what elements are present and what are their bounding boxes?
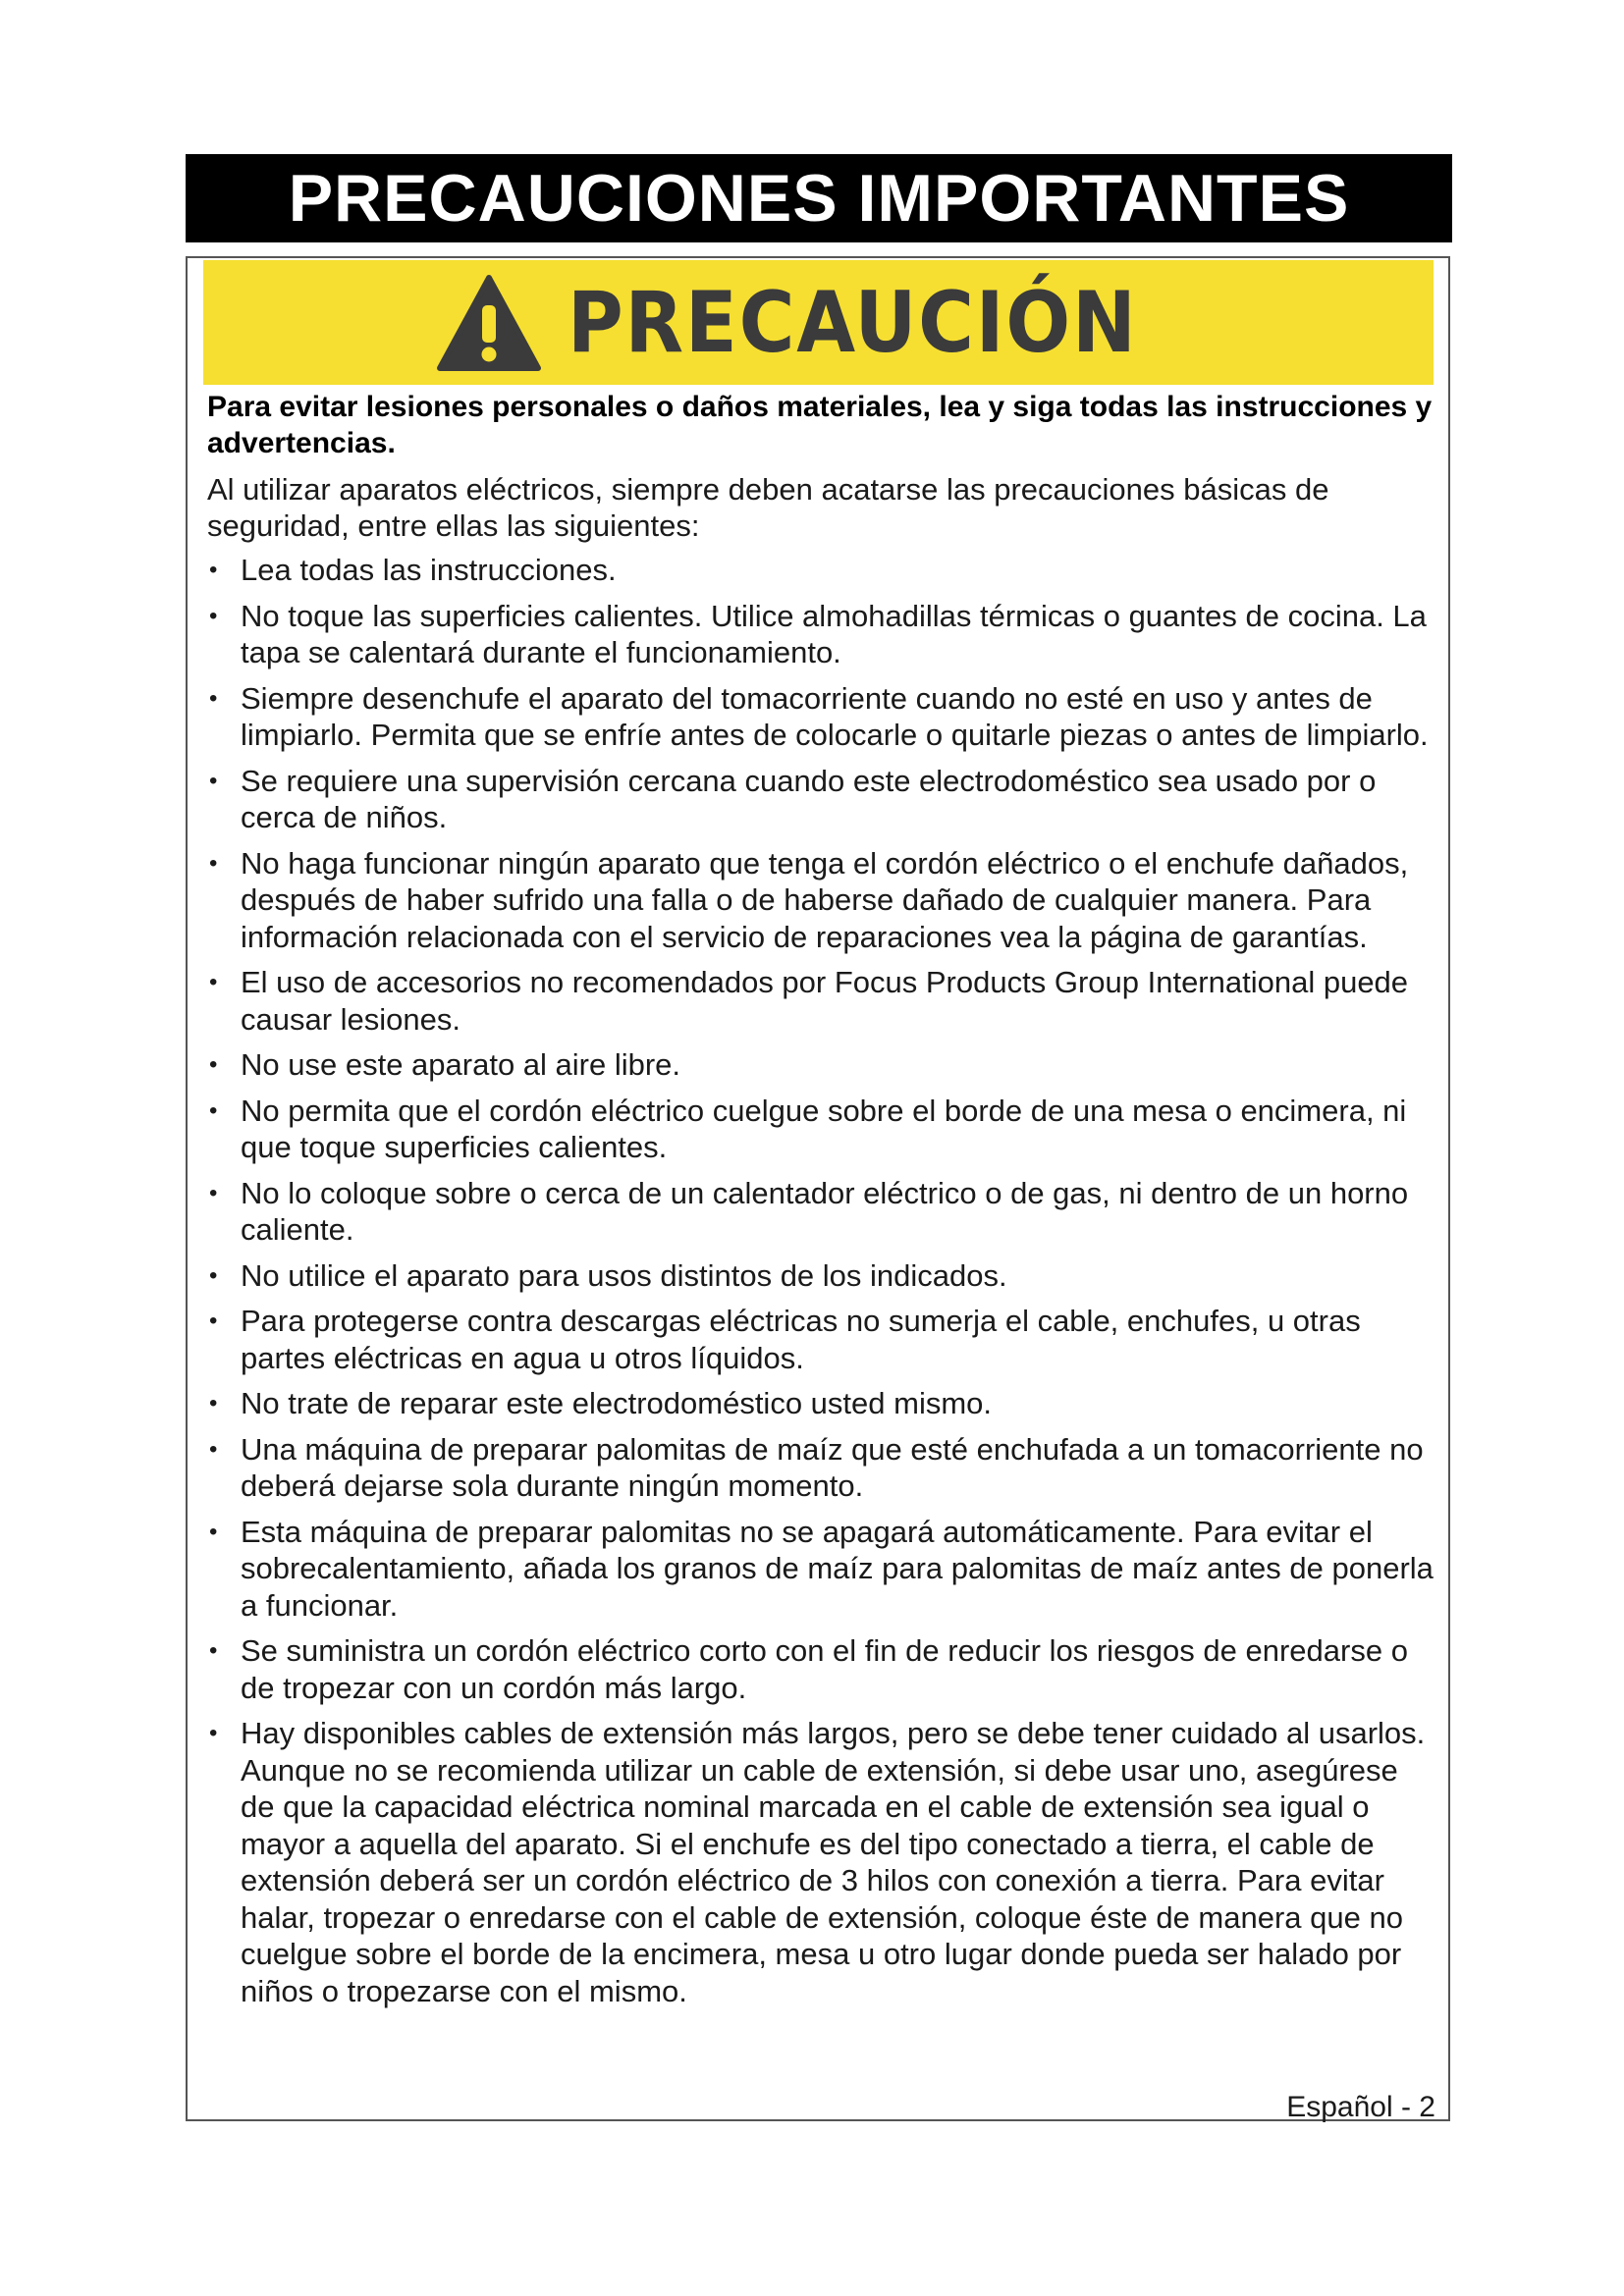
- title-bar: [186, 154, 1452, 242]
- bullet-icon: •: [209, 1390, 218, 1416]
- bullet-icon: •: [209, 1261, 218, 1289]
- warning-triangle-icon: [436, 274, 542, 372]
- bullet-icon: •: [209, 1051, 218, 1078]
- bullet-icon: •: [209, 557, 218, 583]
- list-item-text: Hay disponibles cables de extensión más largos, pero se debe tener cuidado al usarlos. Aunque no se recomienda utilizar un cable de extensión, si debe usar uno, asegúrese de que la capacidad eléctrica nominal marcada en el cable de extensión sea igual o mayor a aquella del aparato. Si el enchufe es del tipo conectado a tierra, el cable de extensión deberá ser un cordón eléctrico de 3 hilos con conexión a tierra. Para evitar halar, tropezar o enredarse con el cable de extensión, coloque éste de manera que no cuelgue sobre el borde de la encimera, mesa u otro lugar donde pueda ser halado por niños o tropezarse con el mismo.: [241, 1716, 1426, 2008]
- list-item-text: Una máquina de preparar palomitas de maíz que esté enchufada a un tomacorriente no deberá dejarse sola durante ningún momento.: [241, 1431, 1424, 1503]
- bullet-icon: •: [209, 969, 218, 995]
- bullet-icon: •: [209, 1308, 218, 1334]
- list-item: [207, 1257, 1439, 1295]
- list-item-text: No trate de reparar este electrodoméstico usted mismo.: [241, 1386, 993, 1420]
- list-item: [207, 1093, 1439, 1166]
- list-item-text: Se requiere una supervisión cercana cuando este electrodoméstico sea usado por o cerca de niños.: [241, 763, 1377, 834]
- bullet-icon: •: [209, 684, 218, 712]
- bullet-icon: •: [209, 767, 218, 794]
- bullet-icon: •: [209, 1435, 218, 1463]
- list-item-text: No use este aparato al aire libre.: [241, 1047, 681, 1082]
- list-item: [207, 1046, 1439, 1084]
- list-item: [207, 1514, 1439, 1625]
- list-item: [207, 1303, 1439, 1376]
- intro-text: Al utilizar aparatos eléctricos, siempre deben acatarse las precauciones básicas de seguridad, entre ellas las siguientes:: [207, 472, 1329, 543]
- lead-text: Para evitar lesiones personales o daños materiales, lea y siga todas las instrucciones y advertencias.: [207, 391, 1433, 459]
- list-item: [207, 598, 1439, 671]
- caution-word: PRECAUCIÓN: [567, 273, 1138, 372]
- page-number: Español - 2: [1286, 2091, 1435, 2123]
- bullet-icon: •: [209, 602, 218, 629]
- bullet-icon: •: [209, 849, 218, 877]
- list-item: [207, 552, 1439, 589]
- list-item: [207, 845, 1439, 956]
- list-item-text: Siempre desenchufe el aparato del tomacorriente cuando no esté en uso y antes de limpiarlo. Permita que se enfríe antes de colocarle o quitarle piezas o antes de limpiarlo.: [241, 680, 1429, 752]
- list-item: [207, 1632, 1439, 1706]
- list-item: [207, 1431, 1439, 1505]
- list-item-text: No permita que el cordón eléctrico cuelgue sobre el borde de una mesa o encimera, ni que toque superficies calientes.: [241, 1093, 1407, 1164]
- list-item-text: Lea todas las instrucciones.: [241, 553, 617, 587]
- list-item: [207, 964, 1439, 1038]
- list-item: [207, 763, 1439, 836]
- list-item: [207, 1175, 1439, 1249]
- precautions-list: [207, 552, 1439, 2009]
- caution-banner: [203, 260, 1434, 385]
- bullet-icon: •: [209, 1637, 218, 1664]
- list-item: [207, 1715, 1439, 2009]
- bullet-icon: •: [209, 1179, 218, 1206]
- bullet-icon: •: [209, 1518, 218, 1545]
- list-item-text: Esta máquina de preparar palomitas no se apagará automáticamente. Para evitar el sobrecalentamiento, añada los granos de maíz para palomitas de maíz antes de ponerla a funcionar.: [241, 1514, 1434, 1623]
- list-item: [207, 1385, 1439, 1422]
- list-item-text: Para protegerse contra descargas eléctricas no sumerja el cable, enchufes, u otras partes eléctricas en agua u otros líquidos.: [241, 1304, 1361, 1375]
- page-title: PRECAUCIONES IMPORTANTES: [288, 161, 1350, 236]
- list-item: [207, 680, 1439, 754]
- list-item-text: No utilice el aparato para usos distintos de los indicados.: [241, 1257, 1007, 1293]
- list-item-text: Se suministra un cordón eléctrico corto con el fin de reducir los riesgos de enredarse o de tropezar con un cordón más largo.: [241, 1633, 1408, 1705]
- list-item-text: No lo coloque sobre o cerca de un calentador eléctrico o de gas, ni dentro de un horno caliente.: [241, 1175, 1409, 1247]
- list-item-text: El uso de accesorios no recomendados por Focus Products Group International puede causar lesiones.: [241, 965, 1409, 1037]
- content: [207, 389, 1439, 2018]
- bullet-icon: •: [209, 1720, 218, 1746]
- list-item-text: No haga funcionar ningún aparato que tenga el cordón eléctrico o el enchufe dañados, después de haber sufrido una falla o de haberse dañado de cualquier manera. Para información relacionada con el servicio de reparaciones vea la página de garantías.: [241, 845, 1409, 954]
- list-item-text: No toque las superficies calientes. Utilice almohadillas térmicas o guantes de cocina. La tapa se calentará durante el funcionamiento.: [241, 598, 1427, 669]
- bullet-icon: •: [209, 1096, 218, 1124]
